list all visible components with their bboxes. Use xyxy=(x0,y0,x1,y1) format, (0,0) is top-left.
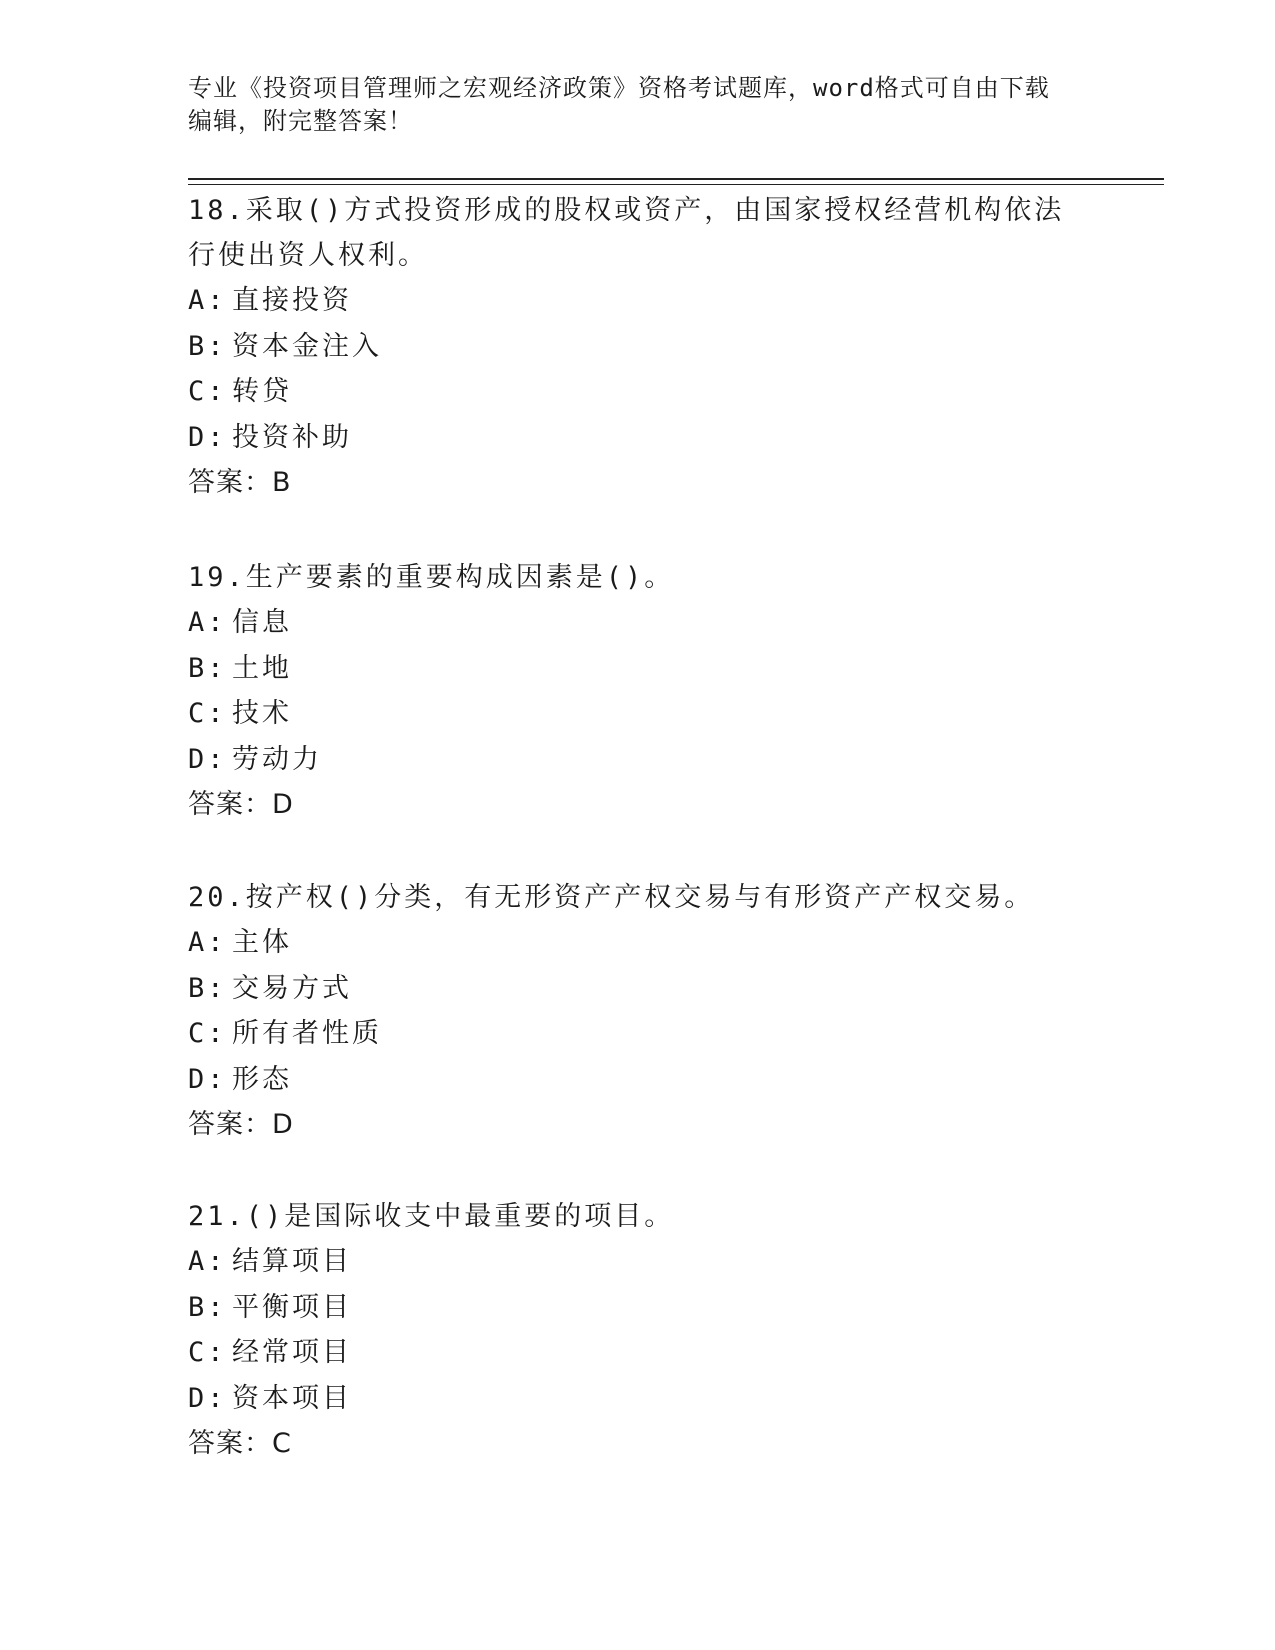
option-letter: D: xyxy=(188,743,227,775)
option-letter: B: xyxy=(188,330,227,362)
option-letter: A: xyxy=(188,607,227,638)
question-20 xyxy=(188,875,1088,1147)
option-text: 经常项目 xyxy=(232,1337,352,1368)
option-text: 土地 xyxy=(232,652,292,684)
option-text: 交易方式 xyxy=(232,972,352,1004)
option-b xyxy=(188,324,1088,370)
answer-line: 答案：B xyxy=(188,467,292,498)
option-text: 投资补助 xyxy=(232,421,352,453)
option-c xyxy=(188,691,1088,737)
option-d xyxy=(188,1057,1088,1103)
question-stem: 19.生产要素的重要构成因素是()。 xyxy=(188,562,675,593)
option-text: 信息 xyxy=(232,607,292,638)
question-18 xyxy=(188,188,1088,505)
option-a xyxy=(188,920,1088,966)
option-letter: D: xyxy=(188,1382,227,1414)
answer-line: 答案：D xyxy=(188,1109,294,1140)
document-header-note: 专业《投资项目管理师之宏观经济政策》资格考试题库，word格式可自由下载编辑，附完整答案！ xyxy=(188,74,1050,135)
answer-line: 答案：C xyxy=(188,1428,292,1459)
question-stem: 21.()是国际收支中最重要的项目。 xyxy=(188,1201,675,1232)
option-b xyxy=(188,966,1088,1012)
option-letter: C: xyxy=(188,1018,227,1049)
option-letter: B: xyxy=(188,652,227,684)
answer-line: 答案：D xyxy=(188,789,294,820)
option-b xyxy=(188,646,1088,692)
option-letter: D: xyxy=(188,421,227,453)
option-text: 劳动力 xyxy=(232,743,322,775)
option-d xyxy=(188,737,1088,783)
header-divider xyxy=(188,178,1164,185)
question-21 xyxy=(188,1194,1088,1466)
option-text: 直接投资 xyxy=(232,285,352,316)
option-text: 结算项目 xyxy=(232,1246,352,1277)
option-text: 资本项目 xyxy=(232,1382,352,1414)
option-letter: C: xyxy=(188,698,227,729)
option-a xyxy=(188,1239,1088,1285)
question-19 xyxy=(188,555,1088,827)
option-text: 主体 xyxy=(232,927,292,958)
option-text: 形态 xyxy=(232,1063,292,1095)
option-text: 技术 xyxy=(232,698,292,729)
option-a xyxy=(188,600,1088,646)
option-letter: A: xyxy=(188,285,227,316)
option-d xyxy=(188,1376,1088,1422)
question-stem: 18.采取()方式投资形成的股权或资产，由国家授权经营机构依法行使出资人权利。 xyxy=(188,195,1065,271)
option-letter: B: xyxy=(188,972,227,1004)
option-c xyxy=(188,1011,1088,1057)
option-text: 平衡项目 xyxy=(232,1291,352,1323)
question-stem: 20.按产权()分类，有无形资产产权交易与有形资产产权交易。 xyxy=(188,882,1035,913)
option-letter: A: xyxy=(188,1246,227,1277)
option-d xyxy=(188,415,1088,461)
option-text: 资本金注入 xyxy=(232,330,382,362)
option-letter: C: xyxy=(188,1337,227,1368)
option-c xyxy=(188,1330,1088,1376)
option-text: 所有者性质 xyxy=(232,1018,382,1049)
option-a xyxy=(188,278,1088,324)
option-letter: D: xyxy=(188,1063,227,1095)
option-b xyxy=(188,1285,1088,1331)
option-letter: B: xyxy=(188,1291,227,1323)
option-text: 转贷 xyxy=(232,376,292,407)
option-letter: C: xyxy=(188,376,227,407)
option-c xyxy=(188,369,1088,415)
option-letter: A: xyxy=(188,927,227,958)
